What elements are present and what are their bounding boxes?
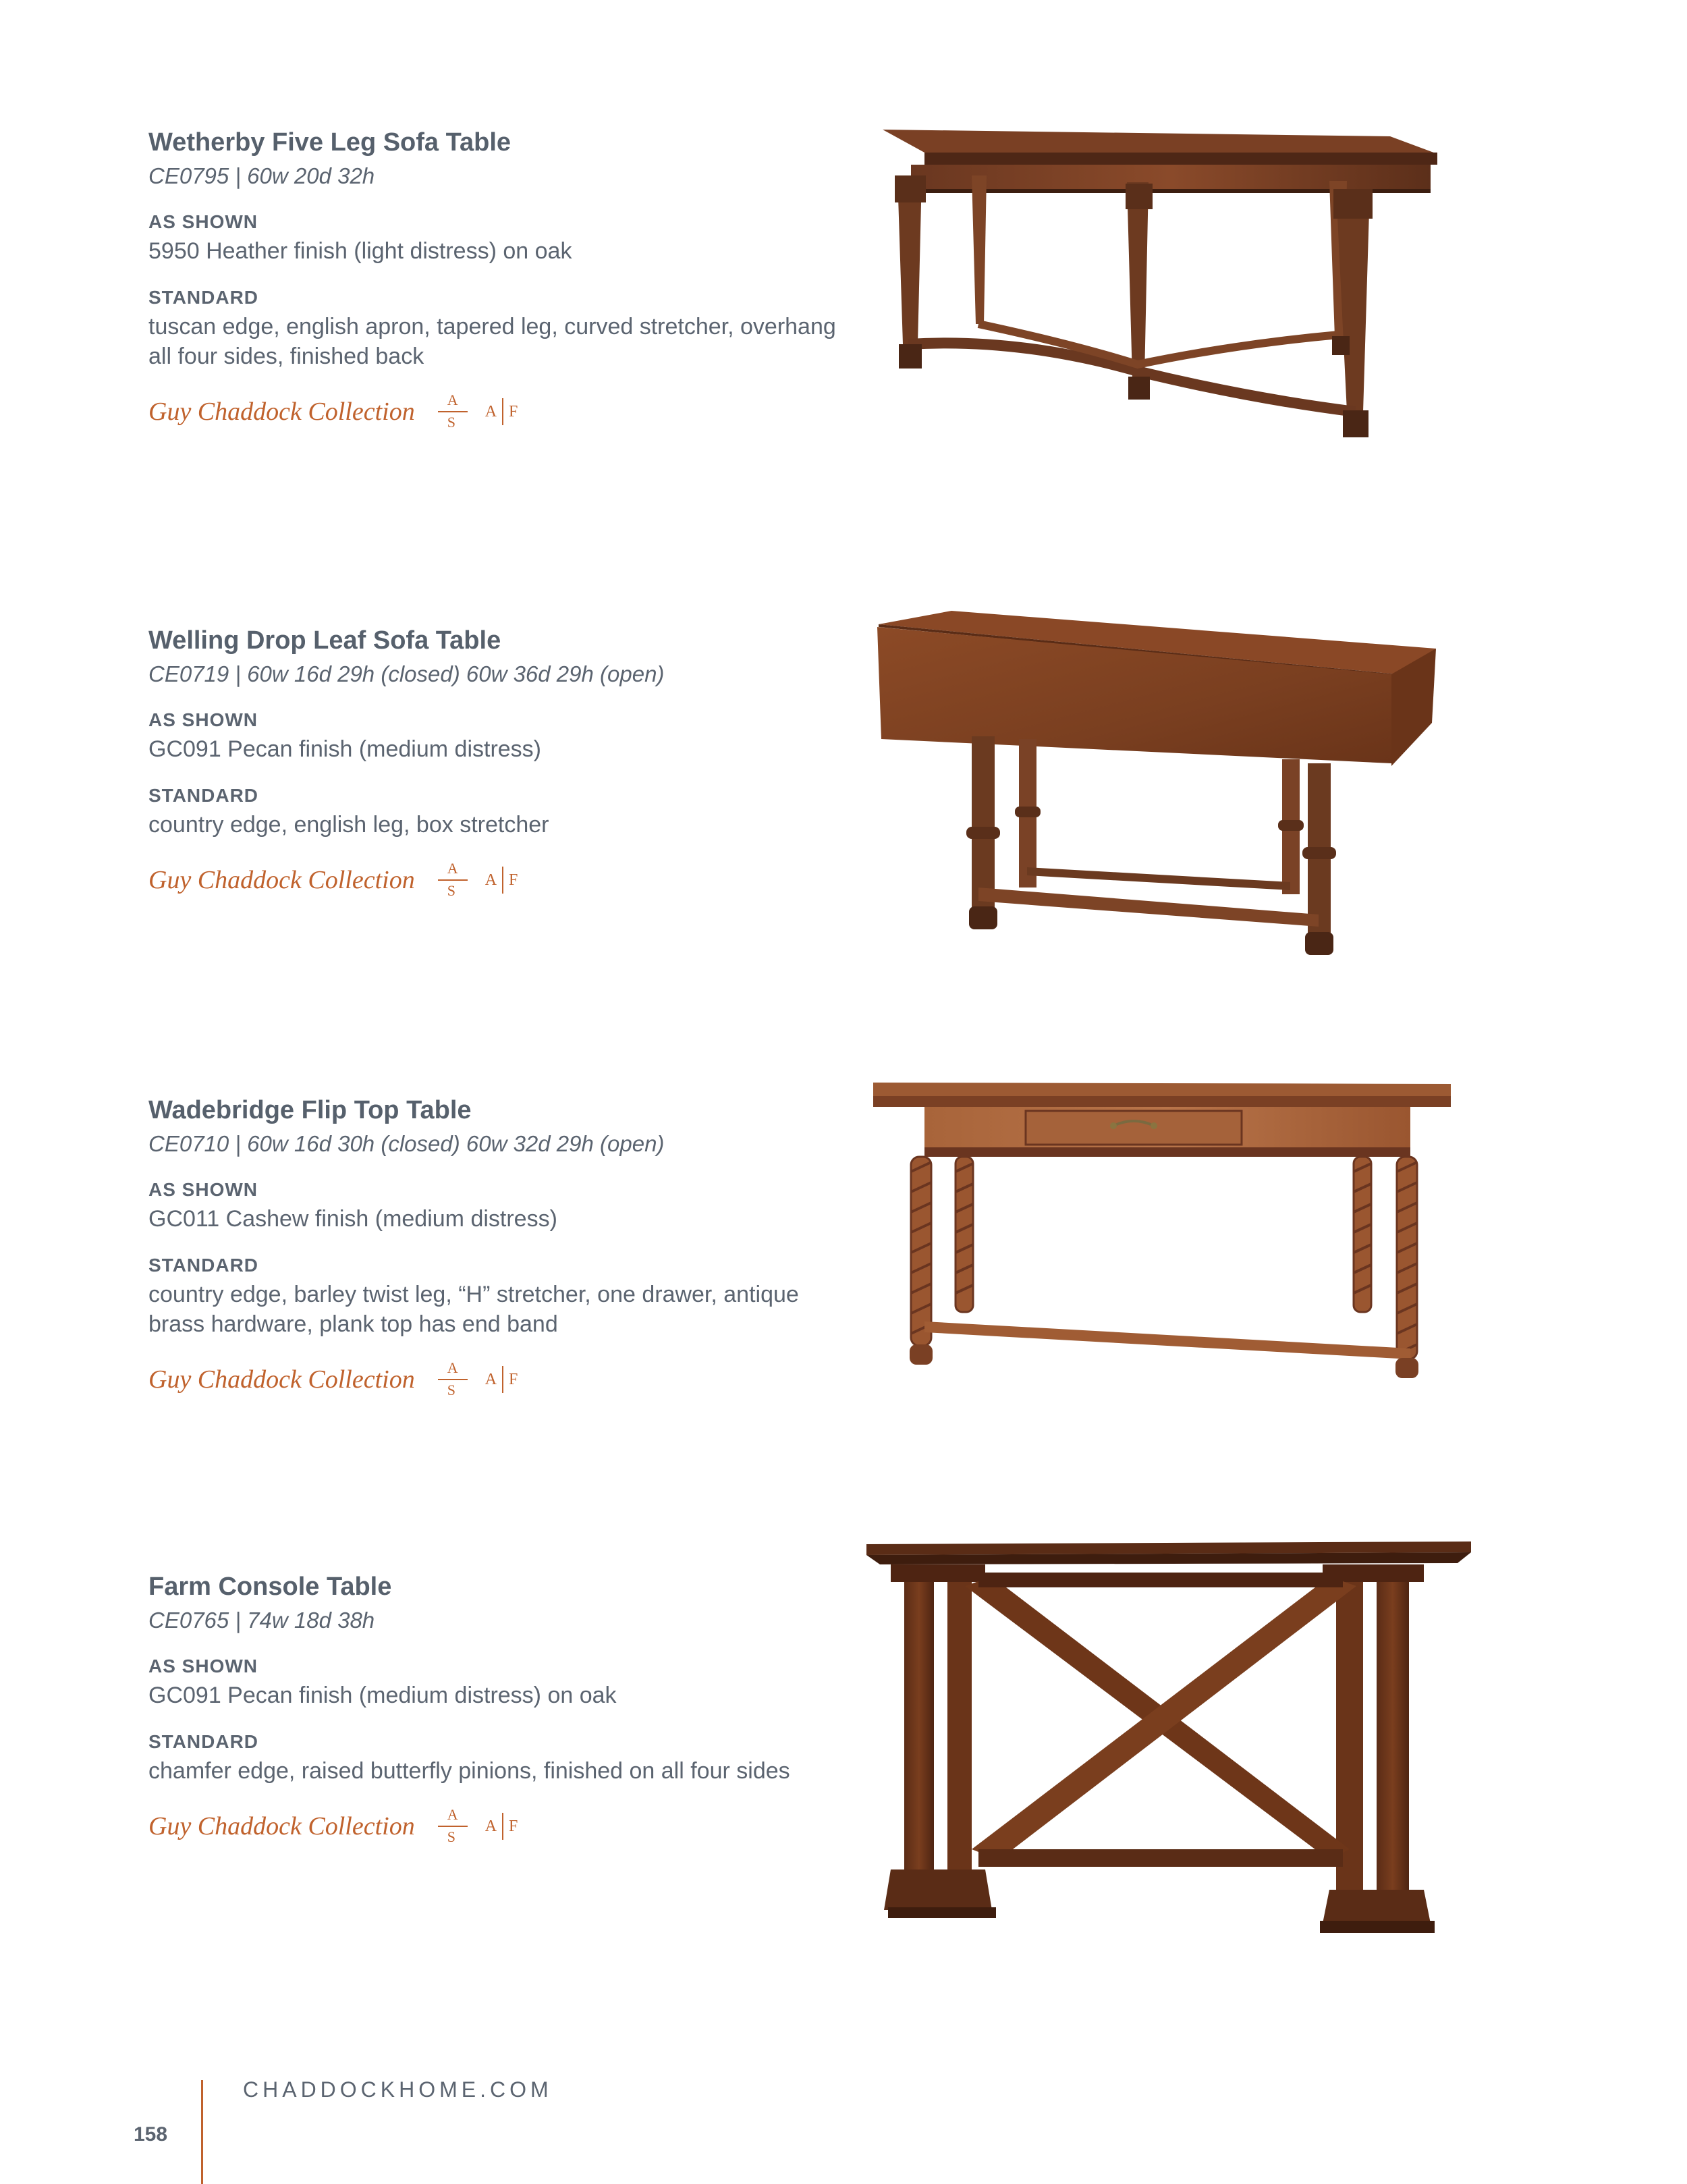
standard-label: STANDARD (148, 1731, 259, 1752)
mark-left: A (485, 402, 497, 420)
af-mark-icon (485, 1366, 518, 1393)
product-farm-console (148, 1571, 857, 1848)
as-shown-label: AS SHOWN (148, 1656, 258, 1676)
product-name: Farm Console Table (148, 1573, 392, 1601)
standard-label: STANDARD (148, 785, 259, 806)
mark-separator (502, 1813, 503, 1840)
as-shown-text: GC011 Cashew finish (medium distress) (148, 1206, 557, 1232)
collection-row (148, 1358, 857, 1401)
mark-bottom: S (447, 1382, 455, 1398)
as-mark-icon (438, 1359, 468, 1400)
product-image-farm-console (864, 1532, 1485, 1944)
mark-line (438, 1826, 468, 1827)
mark-separator (502, 398, 503, 425)
mark-line (438, 411, 468, 412)
af-mark-icon (485, 398, 518, 425)
collection-name: Guy Chaddock Collection (148, 866, 415, 894)
mark-bottom: S (447, 1828, 455, 1845)
mark-separator (502, 867, 503, 894)
as-mark-icon (438, 391, 468, 432)
product-wadebridge (148, 1095, 857, 1401)
product-spec: CE0765 | 74w 18d 38h (148, 1608, 375, 1633)
product-image-wetherby (870, 121, 1451, 459)
product-welling (148, 625, 857, 902)
as-mark-icon (438, 1806, 468, 1847)
mark-top: A (447, 391, 458, 408)
standard-text: country edge, barley twist leg, “H” stretcher, one drawer, antique brass hardware, plank top has end band (148, 1282, 799, 1337)
af-mark-icon (485, 867, 518, 894)
as-shown-text: GC091 Pecan finish (medium distress) (148, 736, 542, 762)
product-spec: CE0710 | 60w 16d 30h (closed) 60w 32d 29h (open) (148, 1131, 665, 1156)
product-image-welling (870, 604, 1451, 955)
footer-rule (201, 2080, 203, 2184)
standard-text: tuscan edge, english apron, tapered leg, curved stretcher, overhang all four sides, finished back (148, 314, 836, 369)
mark-left: A (485, 1817, 497, 1835)
as-shown-label: AS SHOWN (148, 211, 258, 232)
collection-row (148, 858, 857, 902)
mark-top: A (447, 860, 458, 877)
collection-name: Guy Chaddock Collection (148, 1365, 415, 1394)
product-name: Welling Drop Leaf Sofa Table (148, 626, 501, 655)
af-mark-icon (485, 1813, 518, 1840)
mark-line (438, 879, 468, 881)
mark-bottom: S (447, 414, 455, 431)
as-shown-label: AS SHOWN (148, 1179, 258, 1200)
mark-right: F (509, 871, 518, 889)
as-shown-text: 5950 Heather finish (light distress) on oak (148, 238, 572, 264)
standard-label: STANDARD (148, 287, 259, 308)
page-number: 158 (134, 2123, 168, 2146)
mark-left: A (485, 1370, 497, 1388)
as-shown-text: GC091 Pecan finish (medium distress) on oak (148, 1683, 617, 1708)
footer-website[interactable]: CHADDOCKHOME.COM (243, 2077, 553, 2102)
mark-bottom: S (447, 882, 455, 899)
mark-top: A (447, 1359, 458, 1376)
mark-separator (502, 1366, 503, 1393)
collection-name: Guy Chaddock Collection (148, 1812, 415, 1840)
collection-row (148, 390, 857, 433)
collection-name: Guy Chaddock Collection (148, 398, 415, 426)
mark-right: F (509, 1370, 518, 1388)
mark-left: A (485, 871, 497, 889)
as-mark-icon (438, 860, 468, 900)
product-spec: CE0795 | 60w 20d 32h (148, 163, 375, 188)
product-image-wadebridge (870, 1077, 1464, 1435)
mark-top: A (447, 1806, 458, 1823)
standard-text: chamfer edge, raised butterfly pinions, finished on all four sides (148, 1758, 790, 1784)
mark-right: F (509, 402, 518, 420)
standard-text: country edge, english leg, box stretcher (148, 812, 549, 838)
mark-line (438, 1379, 468, 1380)
as-shown-label: AS SHOWN (148, 709, 258, 730)
product-name: Wadebridge Flip Top Table (148, 1096, 472, 1124)
mark-right: F (509, 1817, 518, 1835)
product-wetherby (148, 127, 857, 433)
collection-row (148, 1805, 857, 1848)
product-name: Wetherby Five Leg Sofa Table (148, 128, 511, 157)
standard-label: STANDARD (148, 1255, 259, 1276)
product-spec: CE0719 | 60w 16d 29h (closed) 60w 36d 29h (open) (148, 661, 665, 686)
